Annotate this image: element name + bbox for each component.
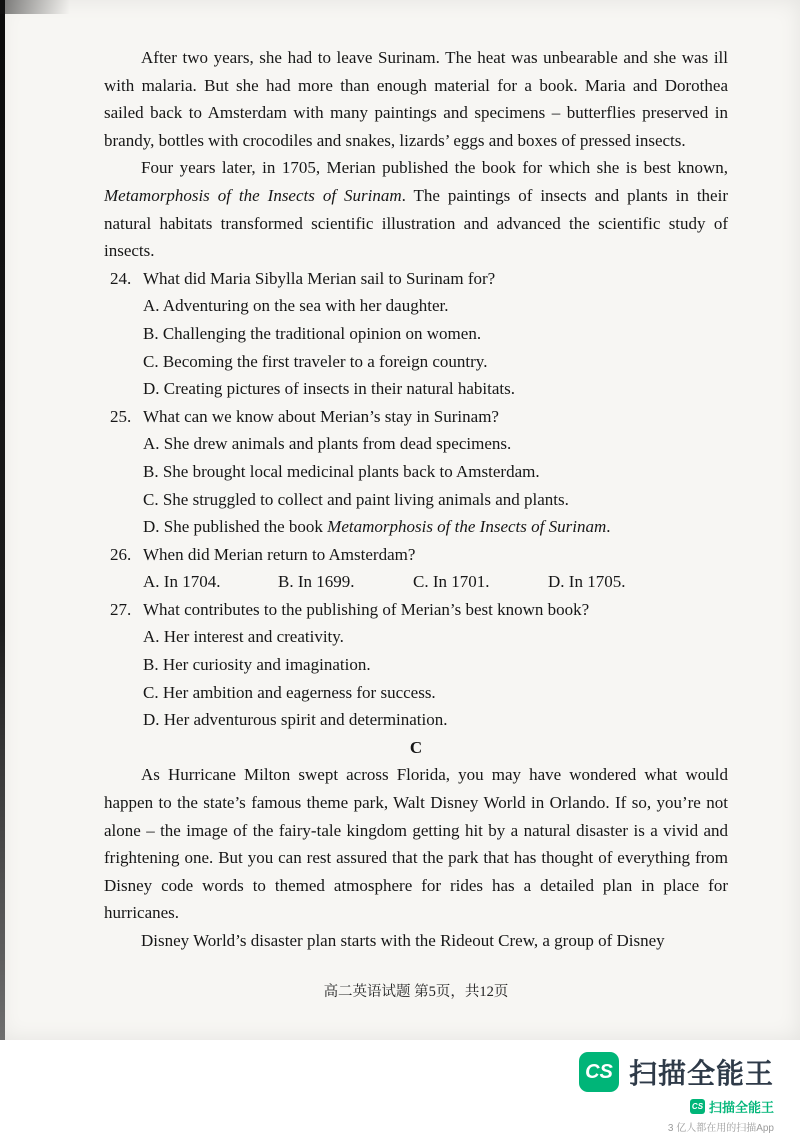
section-c-heading: C xyxy=(409,737,423,757)
option-text: D. She published the book xyxy=(143,517,328,537)
question-stem: What contributes to the publishing of Merian’s best known book? xyxy=(143,599,590,619)
page-footer: 高二英语试题 第5页，共12页 xyxy=(323,983,509,1000)
question-number: 26. xyxy=(110,544,132,564)
question-stem: When did Merian return to Amsterdam? xyxy=(143,544,416,564)
paragraph-text: Four years later, in 1705, Merian published the book for which she is best known, xyxy=(141,158,728,178)
scan-left-edge xyxy=(0,0,5,1040)
option: D. In 1705. xyxy=(548,572,626,592)
option: C. In 1701. xyxy=(413,572,490,592)
option: A. Adventuring on the sea with her daughter. xyxy=(143,296,449,316)
option: D. Her adventurous spirit and determination. xyxy=(143,710,448,730)
scan-top-corner-shadow xyxy=(0,0,70,14)
section-c-paragraph-1: As Hurricane Milton swept across Florida, you may have wondered what would happen to the state’s famous theme park, Walt Disney World in Orlando. If so, you’re not alone – the image of the fairy-tale kingdom getting hit by a natural disaster is a vivid and frightening one. But you can rest assured that the park that has thought of everything from Disney code words to themed atmosphere for rides has a detailed plan in place for hurricanes. xyxy=(104,765,728,923)
option-text: . xyxy=(606,517,611,537)
paragraph-text: . The paintings of insects and plants in their natural habitats transformed scientific illustration and advanced the scientific study of insects. xyxy=(104,185,728,261)
camscanner-watermark xyxy=(579,1052,774,1134)
question-stem-line xyxy=(110,596,728,624)
camscanner-brand-name: 扫描全能王 xyxy=(628,1058,774,1089)
question-stem: What can we know about Merian’s stay in Surinam? xyxy=(143,406,499,426)
book-title: Metamorphosis of the Insects of Surinam xyxy=(104,185,402,205)
question-number: 27. xyxy=(110,599,132,619)
camscanner-tagline: 3 亿人都在用的扫描App xyxy=(667,1123,774,1134)
option: A. She drew animals and plants from dead specimens. xyxy=(143,434,512,454)
passage-paragraph-2 xyxy=(104,154,728,264)
question-stem-line xyxy=(110,403,728,431)
option: A. Her interest and creativity. xyxy=(143,627,344,647)
question-stem-line xyxy=(110,265,728,293)
passage-paragraph-1: After two years, she had to leave Surinam. The heat was unbearable and she was ill with malaria. But she had more than enough material for a book. Maria and Dorothea sailed back to Amsterdam with many paintings and specimens – butterflies preserved in brandy, bottles with crocodiles and snakes, lizards’ eggs and boxes of pressed insects. xyxy=(104,48,728,150)
camscanner-small-row xyxy=(690,1097,774,1116)
question-24 xyxy=(110,265,728,403)
option: B. In 1699. xyxy=(278,572,355,592)
book-title: Metamorphosis of the Insects of Surinam xyxy=(327,517,607,537)
option: C. She struggled to collect and paint living animals and plants. xyxy=(143,489,569,509)
bottom-strip xyxy=(0,1040,800,1132)
option: B. She brought local medicinal plants back to Amsterdam. xyxy=(143,461,540,481)
options-row xyxy=(143,568,728,596)
camscanner-logo-icon: CS xyxy=(579,1052,619,1092)
question-number: 25. xyxy=(110,406,132,426)
question-26 xyxy=(110,541,728,596)
section-c-paragraph-2: Disney World’s disaster plan starts with the Rideout Crew, a group of Disney xyxy=(141,931,665,950)
question-27 xyxy=(110,596,728,734)
camscanner-small-logo-icon: CS xyxy=(690,1099,705,1114)
camscanner-brand-row xyxy=(579,1052,774,1092)
option: D. Creating pictures of insects in their natural habitats. xyxy=(143,379,516,399)
option: C. Her ambition and eagerness for success. xyxy=(143,682,436,702)
option: A. In 1704. xyxy=(143,572,221,592)
camscanner-small-brand-name: 扫描全能王 xyxy=(708,1100,774,1115)
question-stem: What did Maria Sibylla Merian sail to Surinam for? xyxy=(143,268,496,288)
option xyxy=(143,513,728,541)
option: B. Her curiosity and imagination. xyxy=(143,655,371,675)
question-stem-line xyxy=(110,541,728,569)
question-25 xyxy=(110,403,728,541)
question-number: 24. xyxy=(110,268,132,288)
option: C. Becoming the first traveler to a foreign country. xyxy=(143,351,488,371)
option: B. Challenging the traditional opinion on women. xyxy=(143,323,482,343)
